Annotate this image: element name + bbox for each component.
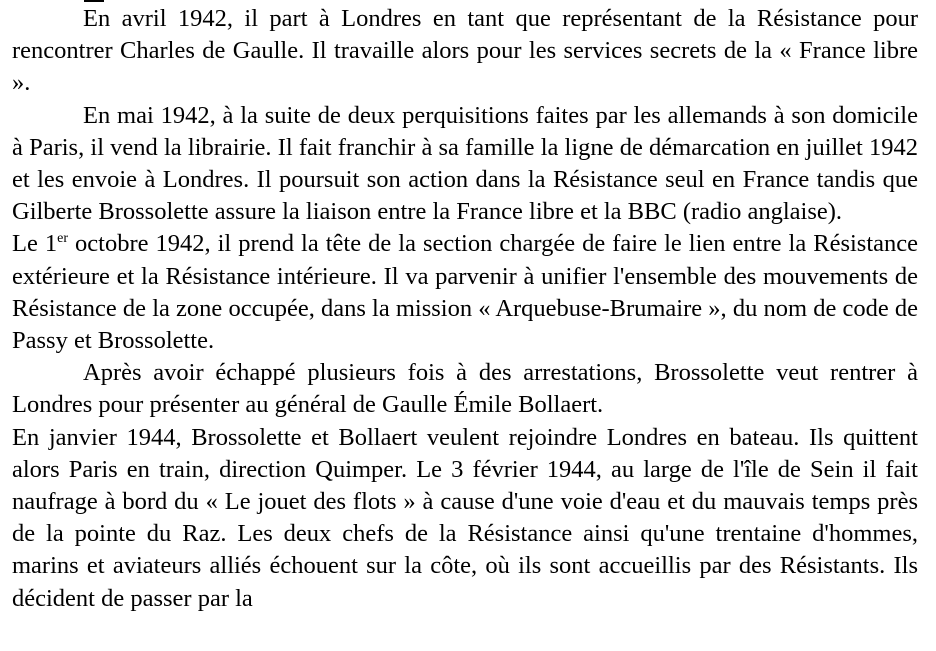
paragraph-escaped-arrests: Après avoir échappé plusieurs fois à des arrestations, Brossolette veut rentrer à Londres pour présenter au général de Gaulle Émile Bollaert.	[12, 359, 918, 419]
paragraph-january-1944: En janvier 1944, Brossolette et Bollaert veulent rejoindre Londres en bateau. Ils quittent alors Paris en train, direction Quimper. Le 3 février 1944, au large de l'île de Sein il fait naufrage à bord du « Le jouet des flots » à cause d'une voie d'eau et du mauvais temps près de la pointe du Raz. Les deux chefs de la Résistance ainsi qu'une trentaine d'hommes, marins et aviateurs alliés échouent sur la côte, où ils sont accueillis par des Résistants. Ils décident de passer par la	[12, 423, 918, 612]
paragraph-london-april-1942: En avril 1942, il part à Londres en tant que représentant de la Résistance pour rencontrer Charles de Gaulle. Il travaille alors pour les services secrets de la « France libre ».	[12, 5, 918, 97]
ordinal-superscript: er	[57, 231, 68, 247]
paragraph-october-1942-start: Le 1	[12, 230, 58, 258]
paragraph-october-1942	[12, 228, 918, 357]
paragraph-may-1942: En mai 1942, à la suite de deux perquisitions faites par les allemands à son domicile à Paris, il vend la librairie. Il fait franchir à sa famille la ligne de démarcation en juillet 1942 et les envoie à Londres. Il poursuit son action dans la Résistance seul en France tandis que Gilberte Brossolette assure la liaison entre la France libre et la BBC (radio anglaise).	[12, 101, 918, 226]
paragraph-october-1942-rest: octobre 1942, il prend la tête de la section chargée de faire le lien entre la Résistance extérieure et la Résistance intérieure. Il va parvenir à unifier l'ensemble des mouvements de Résistance de la zone occupée, dans la mission « Arquebuse-Brumaire », du nom de code de Passy et Brossolette.	[12, 230, 918, 355]
document-page	[12, 3, 918, 615]
cut-off-text-fragment	[84, 0, 104, 2]
